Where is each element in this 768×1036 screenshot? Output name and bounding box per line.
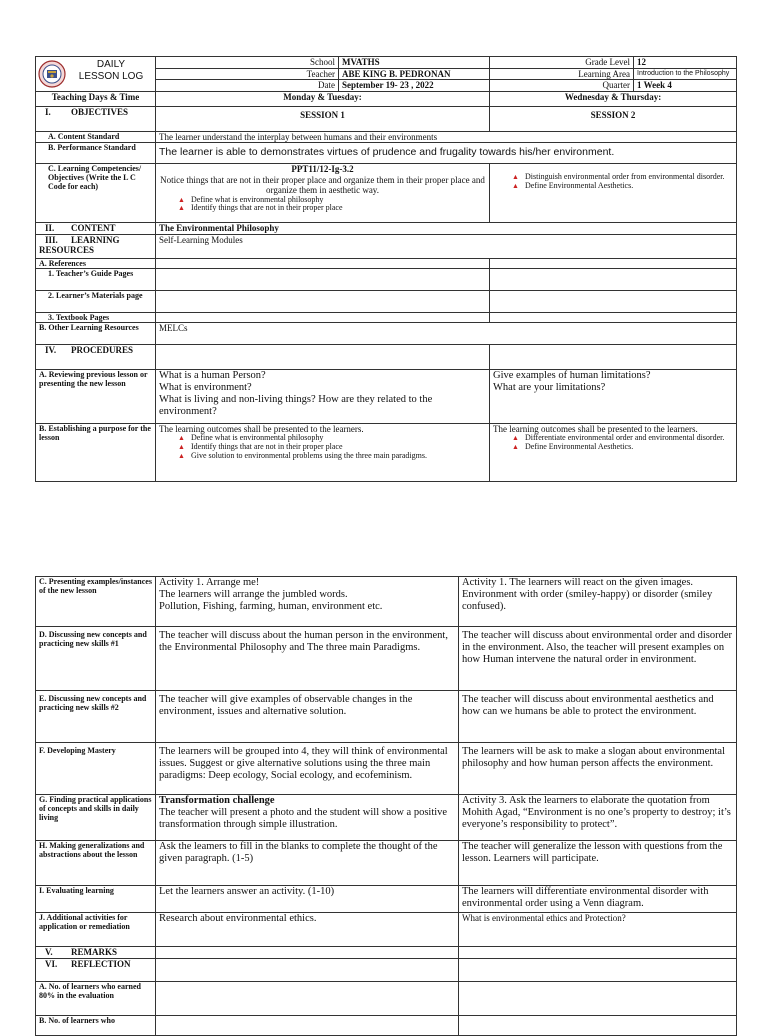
reflection-num: VI. <box>45 958 58 969</box>
other-resources-value: MELCs <box>156 322 737 344</box>
reviewing-session2 <box>490 369 737 423</box>
list-item: ▲ Distinguish environmental order from environmental disorder. <box>525 173 733 182</box>
list-item: ▲ Give solution to environmental problems using the three main paradigms. <box>191 452 486 461</box>
competencies-s1-list <box>159 196 486 214</box>
reflection-session2 <box>459 958 737 981</box>
content-value: The Environmental Philosophy <box>156 223 737 235</box>
learners-80-label: A. No. of learners who earned 80% in the evaluation <box>36 981 156 1015</box>
remarks-num: V. <box>45 947 53 957</box>
presenting-label: C. Presenting examples/instances of the new lesson <box>36 577 156 627</box>
learning-resources-value: Self-Learning Modules <box>156 234 737 258</box>
procedures-label: PROCEDURES <box>71 344 134 355</box>
competencies-s2-list <box>493 173 733 191</box>
reflection-label: REFLECTION <box>71 958 131 969</box>
objectives-num: I. <box>45 106 51 117</box>
remarks-session2 <box>459 947 737 959</box>
purpose-label: B. Establishing a purpose for the lesson <box>36 423 156 481</box>
additional-activities-label: J. Additional activities for application or remediation <box>36 913 156 947</box>
purpose-s2-list <box>493 434 733 452</box>
title-lesson-log: LESSON LOG <box>78 71 144 82</box>
performance-standard-value: The learner is able to demonstrates virtues of prudence and frugality towards his/her environment. <box>156 143 737 164</box>
learners-b-session1 <box>156 1015 459 1035</box>
teachers-guide-s2 <box>490 268 737 290</box>
teachers-guide-label: 1. Teacher’s Guide Pages <box>36 268 156 290</box>
objectives-heading <box>36 106 156 131</box>
applications-session2: Activity 3. Ask the learners to elaborate the quotation from Mohith Agad, “Environment is no one’s property to destroy; it’s everyone’s responsibility to protect”. <box>459 795 737 841</box>
applications-title: Transformation challenge <box>159 795 275 806</box>
mastery-label: F. Developing Mastery <box>36 743 156 795</box>
references-label: A. References <box>36 258 156 268</box>
quarter-label: Quarter <box>490 80 634 92</box>
list-item: ▲ Identify things that are not in their proper place <box>191 443 486 452</box>
applications-label: G. Finding practical applications of concepts and skills in daily living <box>36 795 156 841</box>
procedures-heading <box>36 344 156 369</box>
learners-b-label: B. No. of learners who <box>36 1015 156 1035</box>
teachers-guide-s1 <box>156 268 490 290</box>
lr-num: III. <box>45 234 58 245</box>
competencies-session1 <box>156 164 490 223</box>
procedures-num: IV. <box>45 344 57 355</box>
content-label: CONTENT <box>71 223 116 233</box>
other-resources-label: B. Other Learning Resources <box>36 322 156 344</box>
school-value: MVATHS <box>339 57 490 69</box>
content-standard-value: The learner understand the interplay between humans and their environments <box>156 131 737 143</box>
textbook-pages-s2 <box>490 312 737 322</box>
grade-label: Grade Level <box>490 57 634 69</box>
days-session2: Wednesday & Thursday: <box>490 91 737 106</box>
reflection-session1 <box>156 958 459 981</box>
generalizations-session2: The teacher will generalize the lesson with questions from the lesson. Learners will participate. <box>459 841 737 886</box>
mastery-session1: The learners will be grouped into 4, they will think of environmental issues. Suggest or give alternative solutions using the three main paradigms: Deep ecology, Social ecology, and ecofeminism. <box>156 743 459 795</box>
competencies-label: C. Learning Competencies/ Objectives (Write the L C Code for each) <box>36 164 156 223</box>
list-item: What is a human Person? <box>159 369 266 381</box>
generalizations-label: H. Making generalizations and abstractions about the lesson <box>36 841 156 886</box>
content-heading <box>36 223 156 235</box>
lc-code: PPT11/12-Ig-3.2 <box>291 164 354 174</box>
date-value: September 19- 23 , 2022 <box>339 80 490 92</box>
teacher-label: Teacher <box>156 68 339 80</box>
grade-value: 12 <box>634 57 737 69</box>
teaching-days-label: Teaching Days & Time <box>36 91 156 106</box>
purpose-session2 <box>490 423 737 481</box>
learning-resources-heading <box>36 234 156 258</box>
lc-text: Notice things that are not in their proper place and organize them in their proper place and organize them in aesthetic way. <box>160 174 485 195</box>
evaluating-session1: Let the learners answer an activity. (1-10) <box>156 886 459 913</box>
objectives-label: OBJECTIVES <box>71 106 129 117</box>
date-label: Date <box>156 80 339 92</box>
list-item: Give examples of human limitations? <box>493 369 651 381</box>
textbook-pages-s1 <box>156 312 490 322</box>
area-value: Introduction to the Philosophy <box>634 68 737 80</box>
school-label: School <box>156 57 339 69</box>
additional-activities-session1: Research about environmental ethics. <box>156 913 459 947</box>
list-item: What is living and non-living things? How are they related to the environment? <box>159 393 433 417</box>
list-item: ▲ Differentiate environmental order and environmental disorder. <box>525 434 733 443</box>
days-session1: Monday & Tuesday: <box>156 91 490 106</box>
remarks-session1 <box>156 947 459 959</box>
discussing1-label: D. Discussing new concepts and practicing new skills #1 <box>36 627 156 691</box>
learners-materials-s2 <box>490 290 737 312</box>
list-item: ▲ Define what is environmental philosophy <box>191 434 486 443</box>
performance-standard-label: B. Performance Standard <box>36 143 156 164</box>
learners-b-session2 <box>459 1015 737 1035</box>
mastery-session2: The learners will be ask to make a slogan about environmental philosophy and how human person affects the environment. <box>459 743 737 795</box>
remarks-heading <box>36 947 156 959</box>
purpose-s1-intro: The learning outcomes shall be presented to the learners. <box>159 423 364 434</box>
discussing2-session2: The teacher will discuss about environmental aesthetics and how can we humans be able to protect the environment. <box>459 691 737 743</box>
applications-session1 <box>156 795 459 841</box>
list-item: Pollution, Fishing, farming, human, environment etc. <box>159 601 383 612</box>
discussing2-label: E. Discussing new concepts and practicing new skills #2 <box>36 691 156 743</box>
discussing1-session1: The teacher will discuss about the human person in the environment, the Environmental Philosophy and The three main Paradigms. <box>156 627 459 691</box>
textbook-pages-label: 3. Textbook Pages <box>36 312 156 322</box>
presenting-session1 <box>156 577 459 627</box>
content-num: II. <box>45 223 55 233</box>
list-item: The learners will arrange the jumbled words. <box>159 589 348 600</box>
additional-activities-session2: What is environmental ethics and Protection? <box>459 913 737 947</box>
list-item: Activity 1. Arrange me! <box>159 577 260 588</box>
list-item: ▲ Define Environmental Aesthetics. <box>525 443 733 452</box>
competencies-session2 <box>490 164 737 223</box>
lr-label: LEARNING RESOURCES <box>39 234 120 255</box>
learners-80-session1 <box>156 981 459 1015</box>
teacher-value: ABE KING B. PEDRONAN <box>339 68 490 80</box>
reflection-heading <box>36 958 156 981</box>
list-item: ▲ Define Environmental Aesthetics. <box>525 182 733 191</box>
list-item: ▲ Identify things that are not in their proper place <box>191 204 486 213</box>
session1-heading: SESSION 1 <box>156 106 490 131</box>
list-item: What is environment? <box>159 381 252 393</box>
remarks-label: REMARKS <box>71 947 118 957</box>
session2-heading: SESSION 2 <box>490 106 737 131</box>
list-item: ▲ Define what is environmental philosophy <box>191 196 486 205</box>
area-label: Learning Area <box>490 68 634 80</box>
reviewing-session1 <box>156 369 490 423</box>
learners-80-session2 <box>459 981 737 1015</box>
presenting-session2: Activity 1. The learners will react on the given images. Environment with order (smiley-happy) or disorder (smiley confused). <box>459 577 737 627</box>
reviewing-label: A. Reviewing previous lesson or presenting the new lesson <box>36 369 156 423</box>
discussing2-session1: The teacher will give examples of observable changes in the environment, issues and alternative solution. <box>156 691 459 743</box>
purpose-session1 <box>156 423 490 481</box>
applications-text: The teacher will present a photo and the student will show a positive transformation through simple illustration. <box>159 807 448 830</box>
quarter-value: 1 Week 4 <box>634 80 737 92</box>
evaluating-session2: The learners will differentiate environmental disorder with environmental order using a Venn diagram. <box>459 886 737 913</box>
purpose-s2-intro: The learning outcomes shall be presented to the learners. <box>493 423 698 434</box>
lesson-log-table-page1 <box>35 56 737 482</box>
title-daily: DAILY <box>96 59 126 70</box>
list-item: What are your limitations? <box>493 381 606 393</box>
evaluating-label: I. Evaluating learning <box>36 886 156 913</box>
learners-materials-label: 2. Learner’s Materials page <box>36 290 156 312</box>
purpose-s1-list <box>159 434 486 460</box>
title-cell <box>36 57 156 92</box>
generalizations-session1: Ask the leamers to fill in the blanks to complete the thought of the given paragraph. (1-5) <box>156 841 459 886</box>
learners-materials-s1 <box>156 290 490 312</box>
content-standard-label: A. Content Standard <box>36 131 156 143</box>
discussing1-session2: The teacher will discuss about environmental order and disorder in the environment. Also, the teacher will present examples on how Human intervene the natural order in environment. <box>459 627 737 691</box>
lesson-log-table-page2 <box>35 576 737 1036</box>
